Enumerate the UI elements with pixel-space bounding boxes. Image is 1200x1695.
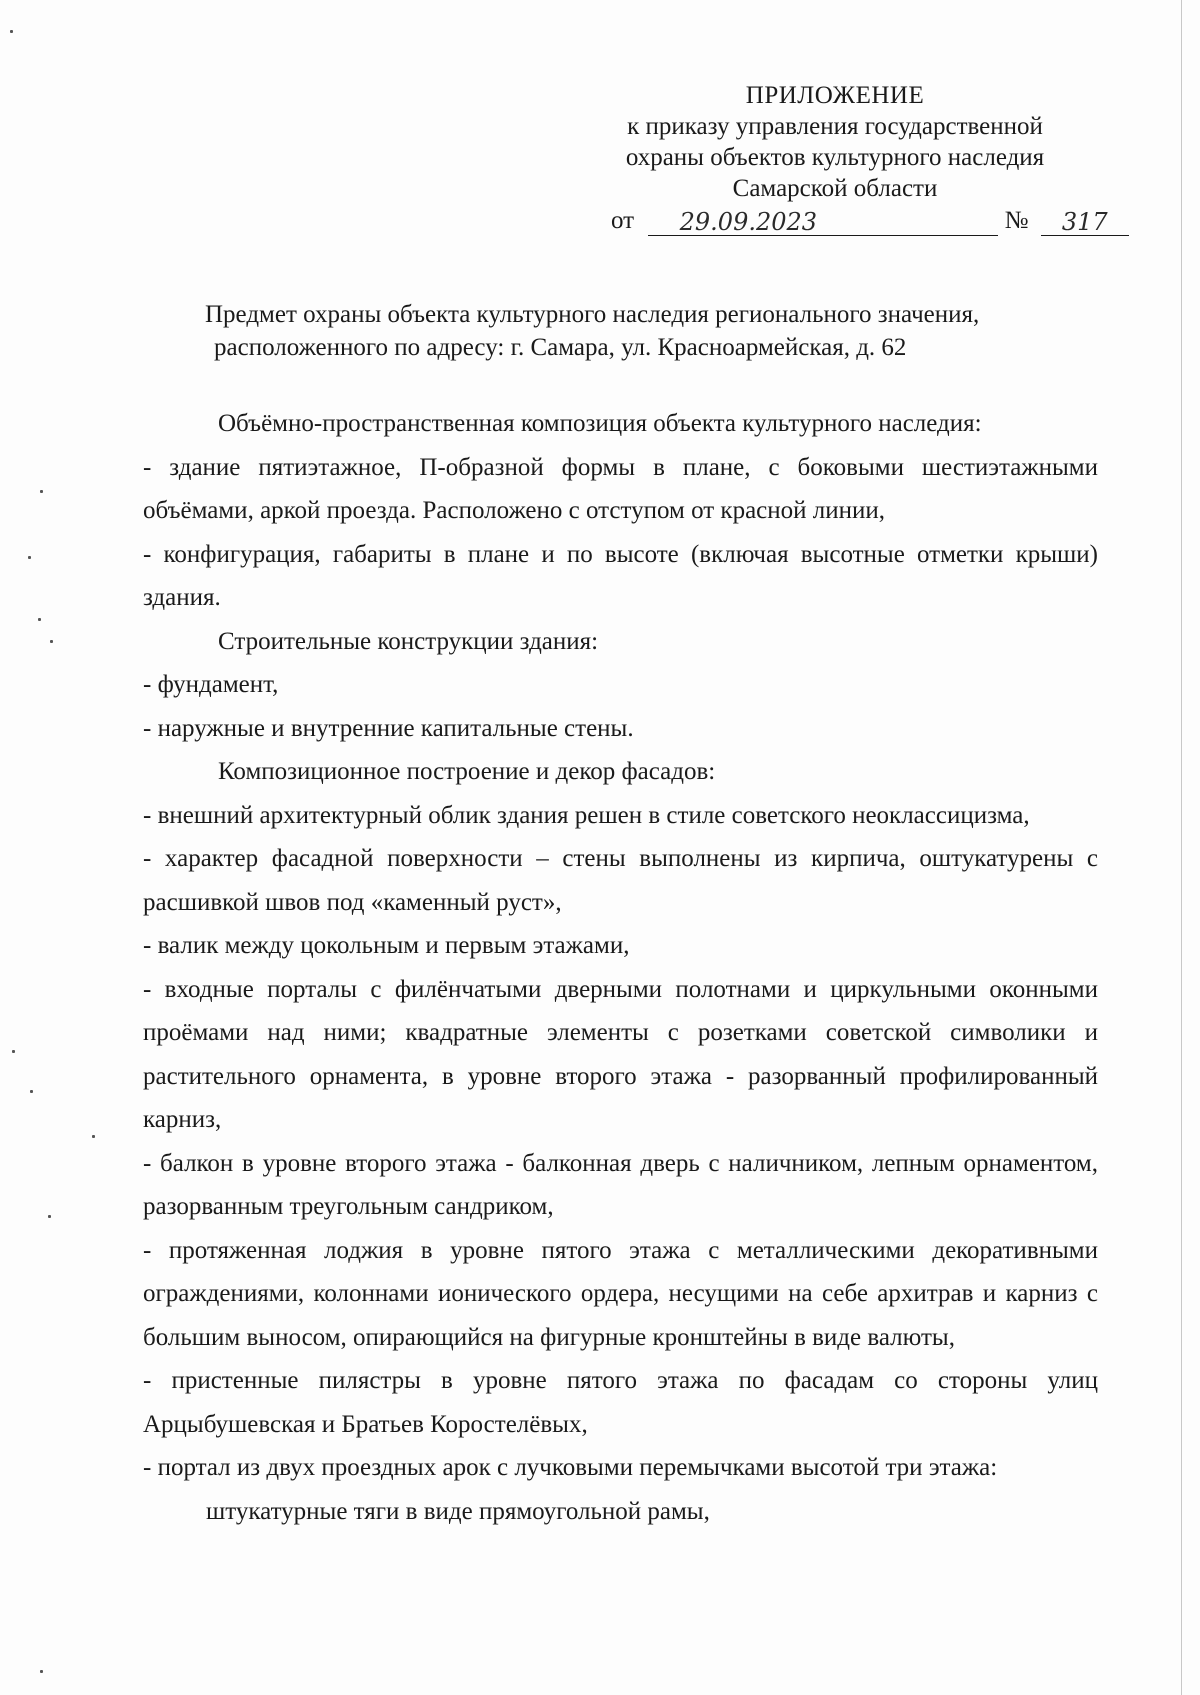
- order-number-handwritten: 317: [1061, 208, 1108, 236]
- scan-speck: [50, 640, 53, 643]
- document-body: [143, 402, 1098, 1533]
- scan-speck: [28, 556, 31, 559]
- order-reference: [611, 205, 1108, 236]
- section-heading: Композиционное построение и декор фасадов:: [218, 758, 716, 785]
- subject-line: Предмет охраны объекта культурного наследия регионального значения,: [205, 301, 980, 328]
- scan-speck: [92, 1135, 95, 1138]
- scan-speck: [40, 490, 43, 493]
- number-label: №: [1004, 207, 1029, 234]
- scan-speck: [48, 1215, 51, 1218]
- scan-speck: [10, 30, 13, 33]
- list-item: - входные порталы с филёнчатыми дверными полотнами и циркульными оконными проёмами над ними; квадратные элементы с розетками советской символики и растительного орнамента, в уровне второго этажа - разорванный профилированный карниз,: [143, 975, 1098, 1133]
- scan-speck: [38, 618, 41, 621]
- appendix-header: [600, 80, 1070, 204]
- section-heading: Строительные конструкции здания:: [218, 627, 599, 655]
- list-item: - здание пятиэтажное, П-образной формы в плане, с боковыми шестиэтажными объёмами, аркой проезда. Расположено с отступом от красной линии,: [143, 453, 1098, 524]
- list-item: - портал из двух проездных арок с лучковыми перемычками высотой три этажа:: [143, 1454, 998, 1481]
- date-underline-blank: [848, 207, 998, 236]
- subject-line: расположенного по адресу: г. Самара, ул. Красноармейская, д. 62: [214, 334, 907, 361]
- appendix-line: Самарской области: [732, 175, 938, 202]
- order-date-field: [648, 207, 848, 236]
- scan-edge-line: [1181, 0, 1182, 1695]
- list-item: - фундамент,: [143, 671, 279, 698]
- appendix-line: охраны объектов культурного наследия: [625, 144, 1045, 171]
- list-item: - протяженная лоджия в уровне пятого этажа с металлическими декоративными ограждениями, колоннами ионического ордера, несущими на себе архитрав и карниз с большим выносом, опирающийся на фигурные кронштейны в виде валюты,: [143, 1236, 1098, 1351]
- appendix-line: к приказу управления государственной: [627, 113, 1043, 140]
- section-heading: Объёмно-пространственная композиция объекта культурного наследия:: [218, 410, 982, 437]
- scan-speck: [30, 1090, 33, 1093]
- list-item: - балкон в уровне второго этажа - балконная дверь с наличником, лепным орнаментом, разорванным треугольным сандриком,: [143, 1149, 1098, 1220]
- list-item: - характер фасадной поверхности – стены выполнены из кирпича, оштукатурены с расшивкой швов под «каменный руст»,: [143, 845, 1098, 916]
- appendix-title: ПРИЛОЖЕНИЕ: [745, 82, 925, 109]
- list-item: - валик между цокольным и первым этажами,: [143, 932, 630, 959]
- list-item: - наружные и внутренние капитальные стены.: [143, 714, 634, 742]
- from-label: от: [611, 207, 635, 234]
- document-subject: [205, 298, 1105, 364]
- order-number-field: [1041, 207, 1129, 236]
- scan-speck: [12, 1050, 15, 1053]
- list-item: - пристенные пилястры в уровне пятого этажа по фасадам со стороны улиц Арцыбушевская и Братьев Коростелёвых,: [143, 1367, 1098, 1438]
- order-date-handwritten: 29.09.2023: [679, 208, 818, 236]
- list-item: - внешний архитектурный облик здания решен в стиле советского неоклассицизма,: [143, 801, 1030, 829]
- scan-speck: [40, 1670, 43, 1673]
- list-subitem: штукатурные тяги в виде прямоугольной рамы,: [206, 1497, 710, 1525]
- list-item: - конфигурация, габариты в плане и по высоте (включая высотные отметки крыши) здания.: [143, 540, 1098, 611]
